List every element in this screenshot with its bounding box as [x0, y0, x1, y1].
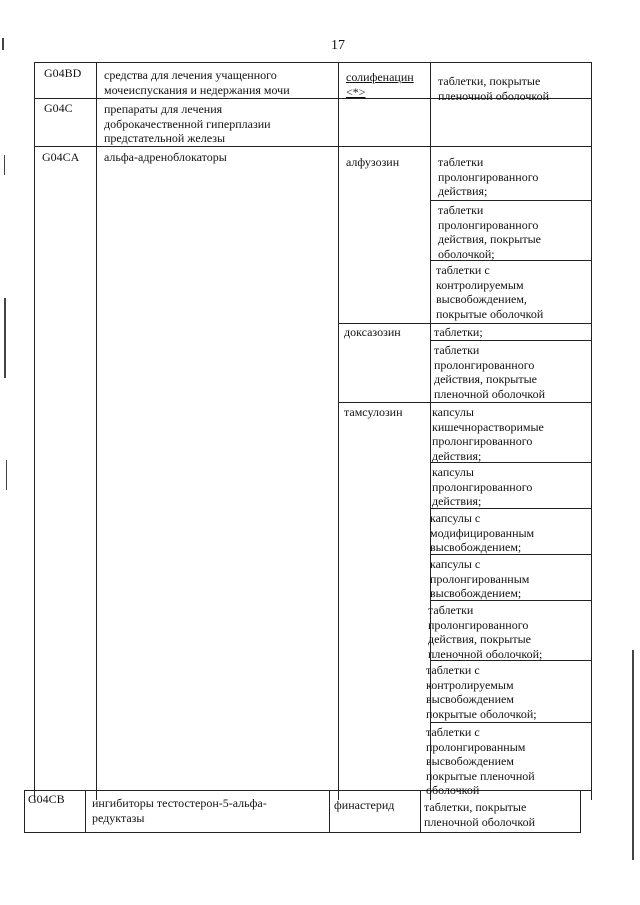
- dosage-form: таблетки пролонгированного действия, покрытые пленочной оболочкой: [434, 343, 546, 401]
- dosage-form: таблетки, покрытые пленочной оболочкой: [438, 74, 550, 103]
- group-name: ингибиторы тестостерон-5-альфа- редуктазы: [92, 796, 267, 825]
- atc-code: G04CA: [42, 150, 80, 164]
- dosage-form: таблетки пролонгированного действия;: [438, 155, 539, 198]
- dosage-form: таблетки, покрытые пленочной оболочкой: [424, 800, 536, 829]
- dosage-form: таблетки с пролонгированным высвобождением покрытые пленочной оболочкой: [426, 725, 535, 797]
- dosage-form: таблетки пролонгированного действия, покрытые пленочной оболочкой;: [428, 603, 543, 661]
- dosage-form: капсулы кишечнорастворимые пролонгированного действия;: [432, 405, 544, 463]
- dosage-form: таблетки;: [434, 325, 483, 339]
- atc-code: G04C: [44, 101, 73, 115]
- group-name: средства для лечения учащенного мочеиспускания и недержания мочи: [104, 68, 290, 97]
- substance-name: доксазозин: [344, 325, 401, 339]
- atc-code: G04BD: [44, 66, 82, 80]
- atc-code: G04CB: [28, 792, 65, 806]
- group-name: альфа-адреноблокаторы: [104, 150, 227, 164]
- substance-name: финастерид: [334, 798, 395, 812]
- dosage-form: таблетки с контролируемым высвобождением покрытые оболочкой;: [426, 663, 537, 721]
- substance-name: солифенацин <*>: [346, 70, 414, 99]
- dosage-form: таблетки пролонгированного действия, покрытые оболочкой;: [438, 203, 541, 261]
- substance-name: алфузозин: [346, 155, 400, 169]
- substance-name: тамсулозин: [344, 405, 403, 419]
- group-name: препараты для лечения доброкачественной гиперплазии предстательной железы: [104, 102, 271, 145]
- dosage-form: капсулы с модифицированным высвобождением;: [430, 511, 535, 554]
- page-number: 17: [331, 38, 345, 53]
- dosage-form: капсулы пролонгированного действия;: [432, 465, 533, 508]
- dosage-form: таблетки с контролируемым высвобождением, покрытые оболочкой: [436, 263, 544, 321]
- dosage-form: капсулы с пролонгированным высвобождением;: [430, 557, 530, 600]
